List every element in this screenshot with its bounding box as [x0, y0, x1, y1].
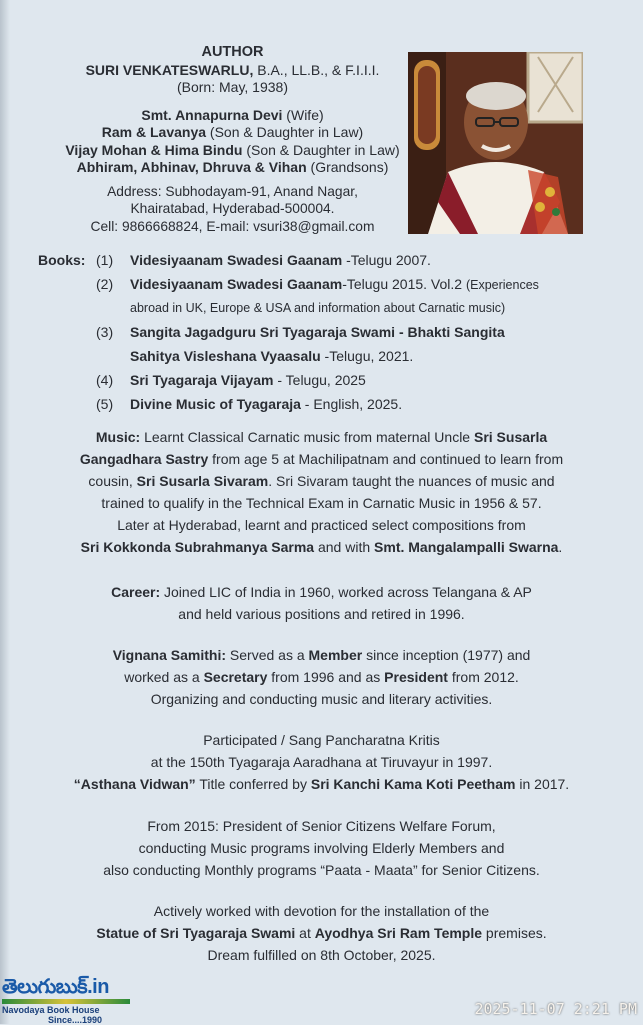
music-guru: Sri Susarla Sivaram	[136, 473, 269, 489]
career-text: Joined LIC of India in 1960, worked across Telangana & AP	[160, 584, 532, 600]
book-detail: - Telugu, 2025	[273, 372, 366, 388]
logo-publisher: Navodaya Book House	[2, 1005, 100, 1015]
book-item	[38, 368, 598, 392]
book-detail: -Telugu, 2021.	[320, 348, 414, 364]
books-list	[38, 248, 598, 416]
statue-section	[20, 900, 623, 966]
family-names: Smt. Annapurna Devi	[141, 106, 283, 123]
author-block	[60, 44, 405, 235]
contact-line: Cell: 9866668824, E-mail: vsuri38@gmail.com	[90, 218, 375, 234]
family-names: Ram & Lavanya	[101, 124, 207, 140]
book-number: (2)	[96, 276, 114, 292]
book-title: Divine Music of Tyagaraja	[130, 396, 301, 412]
career-label: Career:	[111, 584, 161, 600]
family-relation: (Son & Daughter in Law)	[242, 141, 400, 158]
author-born: (Born: May, 1938)	[176, 79, 288, 95]
vignana-label: Vignana Samithi:	[112, 647, 227, 663]
book-number: (5)	[96, 396, 114, 412]
logo-stripe	[2, 999, 130, 1004]
forum-text: conducting Music programs involving Elderly Members and	[138, 840, 505, 856]
participation-section	[20, 729, 623, 795]
logo-tld: .in	[87, 976, 109, 998]
music-text: .	[558, 539, 563, 555]
author-portrait-illustration	[408, 52, 583, 234]
vignana-text: Served as a	[226, 647, 309, 663]
music-text: Later at Hyderabad, learnt and practiced select compositions from	[117, 517, 526, 533]
forum-text: From 2015: President of Senior Citizens Welfare Forum,	[147, 818, 496, 834]
book-number: (4)	[96, 372, 114, 388]
vignana-text: worked as a	[124, 669, 204, 685]
music-text: . Sri Sivaram taught the nuances of music and	[268, 473, 555, 489]
book-detail: -Telugu 2015. Vol.2	[342, 276, 466, 292]
forum-text: also conducting Monthly programs “Paata - Maata” for Senior Citizens.	[103, 862, 540, 878]
author-name: SURI VENKATESWARLU,	[85, 61, 254, 78]
statue-text: Dream fulfilled on 8th October, 2025.	[207, 947, 436, 963]
book-detail: - English, 2025.	[300, 396, 403, 412]
title-award: “Asthana Vidwan”	[73, 776, 196, 792]
statue-text: at	[295, 925, 315, 941]
logo-title	[2, 976, 130, 998]
vignana-role: Member	[308, 647, 363, 663]
award-conferrer: Sri Kanchi Kama Koti Peetham	[310, 776, 516, 792]
book-note-continuation: abroad in UK, Europe & USA and information about Carnatic music)	[130, 301, 506, 315]
book-note: (Experiences	[465, 278, 539, 292]
family-names: Vijay Mohan & Hima Bindu	[65, 141, 243, 158]
temple-name: Ayodhya Sri Ram Temple	[314, 925, 483, 941]
music-label: Music:	[95, 429, 141, 445]
vignana-section	[20, 644, 623, 710]
author-heading: AUTHOR	[201, 44, 264, 60]
book-item	[38, 320, 598, 344]
vignana-text: from 2012.	[447, 669, 519, 685]
vignana-role: Secretary	[203, 669, 268, 685]
logo-subtitle	[2, 1005, 130, 1015]
book-number: (3)	[96, 324, 114, 340]
family-member	[60, 107, 405, 125]
career-text: and held various positions and retired in 1996.	[178, 606, 465, 622]
music-text: trained to qualify in the Technical Exam in Carnatic Music in 1956 & 57.	[101, 495, 542, 511]
address-line: Address: Subhodayam-91, Anand Nagar,	[107, 183, 358, 199]
watermark-logo	[2, 976, 130, 1025]
logo-site-name: తెలుగుబుక్	[2, 976, 88, 998]
author-name-line	[60, 62, 405, 80]
family-member	[60, 142, 405, 160]
page-edge	[0, 0, 10, 1024]
family-member	[60, 124, 405, 142]
book-item-continuation	[38, 344, 598, 368]
book-number: (1)	[96, 252, 114, 268]
participation-text: Participated / Sang Pancharatna Kritis	[203, 732, 440, 748]
vignana-text: from 1996 and as	[267, 669, 385, 685]
book-item	[38, 248, 598, 272]
career-section	[20, 581, 623, 625]
family-member	[60, 159, 405, 177]
book-item-continuation	[38, 296, 598, 320]
music-text: cousin,	[88, 473, 137, 489]
music-guru: Sri Kokkonda Subrahmanya Sarma	[80, 539, 315, 555]
book-title: Sangita Jagadguru Sri Tyagaraja Swami - Bhakti Sangita	[130, 324, 505, 340]
book-title-continuation: Sahitya Visleshana Vyaasalu	[130, 348, 321, 364]
family-names: Abhiram, Abhinav, Dhruva & Vihan	[76, 159, 307, 175]
book-item	[38, 272, 598, 296]
music-text: Learnt Classical Carnatic music from maternal Uncle	[140, 429, 474, 445]
forum-section	[20, 815, 623, 881]
book-title: Sri Tyagaraja Vijayam	[130, 372, 274, 388]
music-guru: Sri Susarla	[473, 429, 548, 445]
family-relation: (Wife)	[282, 106, 324, 123]
logo-since: Since....1990	[48, 1015, 103, 1025]
book-title: Videsiyaanam Swadesi Gaanam	[130, 276, 343, 292]
music-guru: Gangadhara Sastry	[79, 451, 209, 467]
statue-text: Actively worked with devotion for the installation of the	[153, 903, 490, 919]
book-item	[38, 392, 598, 416]
statue-text: premises.	[482, 925, 547, 941]
vignana-text: since inception (1977) and	[362, 647, 531, 663]
participation-text: at the 150th Tyagaraja Aaradhana at Tiruvayur in 1997.	[150, 754, 493, 770]
family-relation: (Grandsons)	[306, 159, 389, 175]
music-guru: Smt. Mangalampalli Swarna	[374, 539, 559, 555]
photo-timestamp: 2025-11-07 2:21 PM	[474, 1000, 637, 1018]
participation-text: Title conferred by	[195, 776, 311, 792]
music-text: from age 5 at Machilipatnam and continued to learn from	[208, 451, 564, 467]
family-relation: (Son & Daughter in Law)	[206, 124, 364, 140]
book-detail: -Telugu 2007.	[342, 252, 431, 268]
author-photo	[408, 52, 583, 234]
participation-text: in 2017.	[515, 776, 570, 792]
book-title: Videsiyaanam Swadesi Gaanam	[130, 252, 343, 268]
books-label: Books:	[38, 252, 86, 268]
music-section	[20, 426, 623, 558]
vignana-role: President	[384, 669, 448, 685]
statue-name: Statue of Sri Tyagaraja Swami	[96, 925, 296, 941]
music-text: and with	[314, 539, 375, 555]
address-line: Khairatabad, Hyderabad-500004.	[130, 201, 335, 216]
author-credentials: B.A., LL.B., & F.I.I.I.	[253, 61, 380, 78]
vignana-text: Organizing and conducting music and literary activities.	[150, 691, 493, 707]
